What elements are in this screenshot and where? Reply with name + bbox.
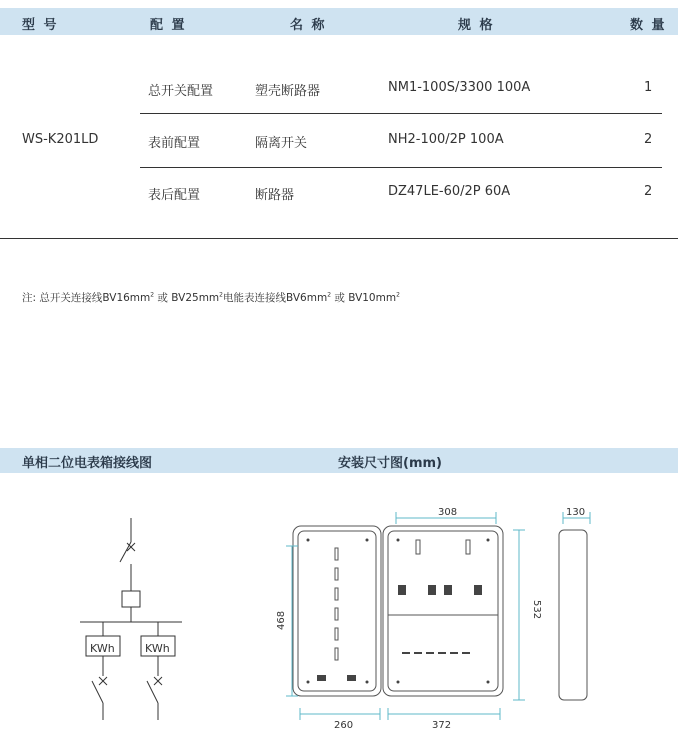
note-sup-3: 2 [327, 291, 332, 299]
row-1-config: 总开关配置 [148, 84, 214, 99]
dimension-drawing [260, 490, 600, 740]
row-3-config: 表后配置 [148, 188, 201, 203]
row-1-name: 塑壳断路器 [255, 84, 321, 99]
row-2-name: 隔离开关 [255, 136, 308, 151]
note-prefix: 注: [22, 292, 37, 304]
meter-label-1: KWh [90, 642, 115, 655]
header-spec: 规 格 [458, 18, 495, 33]
header-model: 型 号 [22, 18, 59, 33]
note-text-2: 或 BV25mm [154, 292, 220, 304]
row-divider-2 [140, 167, 662, 168]
dim-right-height: 532 [531, 600, 542, 620]
row-2-spec: NH2-100/2P 100A [388, 132, 504, 147]
note-sup-2: 2 [219, 291, 223, 299]
model-value: WS-K201LD [22, 132, 99, 147]
dim-bottom-left: 260 [334, 720, 354, 731]
dim-bottom-right: 372 [432, 720, 452, 731]
row-1-spec: NM1-100S/3300 100A [388, 80, 531, 95]
table-header-band [0, 8, 678, 35]
dimension-diagram-title: 安装尺寸图(mm) [338, 456, 442, 471]
row-divider-1 [140, 113, 662, 114]
note-text-1: 总开关连接线BV16mm [36, 292, 151, 304]
table-bottom-rule [0, 238, 678, 239]
row-2-qty: 2 [644, 132, 653, 147]
row-1-qty: 1 [644, 80, 653, 95]
header-name: 名 称 [290, 18, 327, 33]
row-2-config: 表前配置 [148, 136, 201, 151]
row-3-name: 断路器 [255, 188, 295, 203]
dim-top-width: 308 [438, 507, 458, 518]
wiring-diagram-title: 单相二位电表箱接线图 [22, 456, 153, 471]
row-3-qty: 2 [644, 184, 653, 199]
note-text-4: 或 BV10mm [331, 292, 397, 304]
note-text-3: 电能表连接线BV6mm [222, 292, 328, 304]
dim-left-height: 468 [276, 610, 287, 630]
wiring-diagram [0, 490, 220, 740]
header-qty: 数 量 [630, 18, 667, 33]
dim-depth: 130 [566, 507, 586, 518]
row-3-spec: DZ47LE-60/2P 60A [388, 184, 511, 199]
note-sup-4: 2 [396, 291, 400, 299]
note-sup-1: 2 [150, 291, 155, 299]
header-config: 配 置 [150, 18, 187, 33]
meter-label-2: KWh [145, 642, 170, 655]
wiring-note [22, 290, 400, 305]
